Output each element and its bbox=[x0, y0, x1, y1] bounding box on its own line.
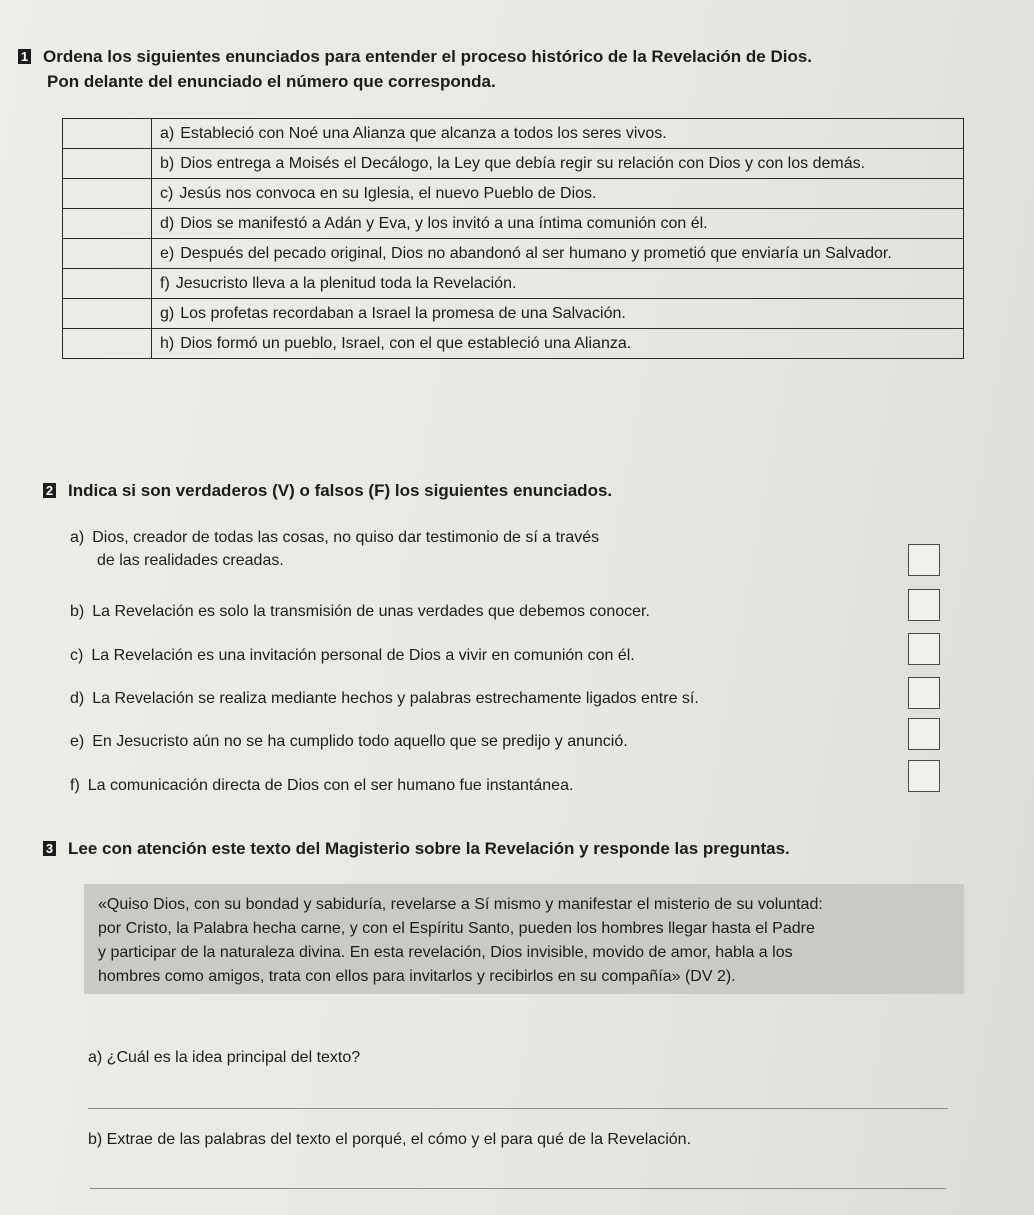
item-letter: d) bbox=[160, 215, 175, 232]
item-text: Los profetas recordaban a Israel la promesa de una Salvación. bbox=[180, 305, 626, 322]
table-row bbox=[63, 299, 964, 329]
ordering-table bbox=[62, 118, 964, 359]
quote-line: «Quiso Dios, con su bondad y sabiduría, revelarse a Sí mismo y manifestar el misterio de su voluntad: bbox=[98, 896, 823, 913]
exercise-3-heading bbox=[43, 836, 790, 861]
answer-line-a[interactable] bbox=[88, 1108, 948, 1109]
list-item bbox=[70, 644, 635, 667]
item-text: Después del pecado original, Dios no abandonó al ser humano y prometió que enviaría un Salvador. bbox=[180, 245, 892, 262]
item-text-continued: de las realidades creadas. bbox=[97, 552, 284, 569]
order-number-cell[interactable] bbox=[63, 239, 152, 269]
exercise-1-title-line2: Pon delante del enunciado el número que corresponda. bbox=[47, 72, 496, 91]
quote-line: y participar de la naturaleza divina. En esta revelación, Dios invisible, movido de amor, habla a los bbox=[98, 944, 793, 961]
statement-cell bbox=[152, 239, 964, 269]
statement-cell bbox=[152, 329, 964, 359]
order-number-cell[interactable] bbox=[63, 149, 152, 179]
item-text: Estableció con Noé una Alianza que alcanza a todos los seres vivos. bbox=[180, 125, 667, 142]
statement-cell bbox=[152, 209, 964, 239]
order-number-cell[interactable] bbox=[63, 329, 152, 359]
item-letter: e) bbox=[70, 733, 85, 750]
order-number-cell[interactable] bbox=[63, 209, 152, 239]
exercise-number-badge: 2 bbox=[43, 483, 56, 498]
table-row bbox=[63, 329, 964, 359]
item-letter: f) bbox=[70, 777, 80, 794]
item-text: En Jesucristo aún no se ha cumplido todo aquello que se predijo y anunció. bbox=[92, 733, 628, 750]
quote-line: por Cristo, la Palabra hecha carne, y con el Espíritu Santo, pueden los hombres llegar hasta el Padre bbox=[98, 920, 815, 937]
order-number-cell[interactable] bbox=[63, 299, 152, 329]
answer-box-a[interactable] bbox=[908, 544, 940, 576]
list-item bbox=[70, 687, 699, 710]
exercise-2-heading bbox=[43, 478, 612, 503]
exercise-2-title: Indica si son verdaderos (V) o falsos (F) los siguientes enunciados. bbox=[68, 481, 613, 500]
table-row bbox=[63, 209, 964, 239]
statement-cell bbox=[152, 299, 964, 329]
table-row bbox=[63, 179, 964, 209]
exercise-1-heading bbox=[18, 44, 998, 94]
exercise-3-title: Lee con atención este texto del Magisterio sobre la Revelación y responde las preguntas. bbox=[68, 839, 790, 858]
item-text: Dios, creador de todas las cosas, no quiso dar testimonio de sí a través bbox=[92, 529, 600, 546]
item-letter: b) bbox=[70, 603, 85, 620]
item-text: Jesucristo lleva a la plenitud toda la Revelación. bbox=[175, 275, 517, 292]
item-text: Jesús nos convoca en su Iglesia, el nuevo Pueblo de Dios. bbox=[179, 185, 597, 202]
order-number-cell[interactable] bbox=[63, 119, 152, 149]
list-item bbox=[70, 730, 628, 753]
item-letter: d) bbox=[70, 690, 85, 707]
item-text: Dios se manifestó a Adán y Eva, y los invitó a una íntima comunión con él. bbox=[180, 215, 708, 232]
answer-box-d[interactable] bbox=[908, 677, 940, 709]
list-item bbox=[70, 600, 650, 623]
answer-box-b[interactable] bbox=[908, 589, 940, 621]
item-text: La comunicación directa de Dios con el ser humano fue instantánea. bbox=[87, 777, 574, 794]
answer-box-c[interactable] bbox=[908, 633, 940, 665]
question-a: a) ¿Cuál es la idea principal del texto? bbox=[88, 1049, 361, 1066]
table-row bbox=[63, 239, 964, 269]
item-letter: b) bbox=[160, 155, 175, 172]
answer-box-e[interactable] bbox=[908, 718, 940, 750]
list-item bbox=[70, 774, 573, 797]
question-b: b) Extrae de las palabras del texto el porqué, el cómo y el para qué de la Revelación. bbox=[88, 1131, 692, 1148]
statement-cell bbox=[152, 269, 964, 299]
magisterium-quote bbox=[84, 884, 964, 994]
item-letter: c) bbox=[160, 185, 174, 202]
item-letter: a) bbox=[70, 529, 85, 546]
exercise-number-badge: 3 bbox=[43, 841, 56, 856]
item-letter: a) bbox=[160, 125, 175, 142]
exercise-1-title-line1: Ordena los siguientes enunciados para entender el proceso histórico de la Revelación de Dios. bbox=[43, 47, 813, 66]
item-text: Dios formó un pueblo, Israel, con el que estableció una Alianza. bbox=[180, 335, 632, 352]
order-number-cell[interactable] bbox=[63, 179, 152, 209]
item-text: Dios entrega a Moisés el Decálogo, la Ley que debía regir su relación con Dios y con los demás. bbox=[180, 155, 866, 172]
item-letter: f) bbox=[160, 275, 170, 292]
item-letter: c) bbox=[70, 647, 84, 664]
item-text: La Revelación es solo la transmisión de unas verdades que debemos conocer. bbox=[92, 603, 650, 620]
exercise-number-badge: 1 bbox=[18, 49, 31, 64]
table-row bbox=[63, 119, 964, 149]
item-text: La Revelación es una invitación personal de Dios a vivir en comunión con él. bbox=[91, 647, 635, 664]
table-row bbox=[63, 269, 964, 299]
item-letter: h) bbox=[160, 335, 175, 352]
item-letter: e) bbox=[160, 245, 175, 262]
answer-line-b[interactable] bbox=[90, 1188, 946, 1189]
quote-line: hombres como amigos, trata con ellos para invitarlos y recibirlos en su compañía» (DV 2). bbox=[98, 968, 736, 985]
statement-cell bbox=[152, 149, 964, 179]
statement-cell bbox=[152, 119, 964, 149]
table-row bbox=[63, 149, 964, 179]
item-text: La Revelación se realiza mediante hechos y palabras estrechamente ligados entre sí. bbox=[92, 690, 699, 707]
statement-cell bbox=[152, 179, 964, 209]
order-number-cell[interactable] bbox=[63, 269, 152, 299]
list-item bbox=[70, 526, 599, 572]
item-letter: g) bbox=[160, 305, 175, 322]
answer-box-f[interactable] bbox=[908, 760, 940, 792]
